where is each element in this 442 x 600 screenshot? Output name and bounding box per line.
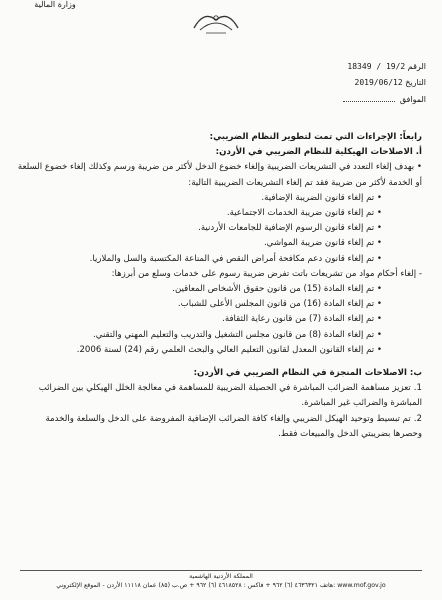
date-label: التاريخ (405, 78, 426, 87)
list-item-text: تم إلغاء المادة (15) من قانون حقوق الأشخاص المعاقين. (172, 284, 375, 295)
list-item-text: تم إلغاء قانون الرسوم الإضافية للجامعات الأردنية. (198, 223, 375, 234)
footer-divider (20, 570, 422, 571)
footer (12, 572, 430, 590)
footer-contact: هاتف ٤٦٣٦٣٢١ (٦) ٩٦٢ + فاكس : ٤٦١٨٥٢٨ (٦) ٩٦٢ + ص.ب (٨٥) عمان ١١١١٨ الأردن - الموقع الإلكتروني: www.mof.gov.jo (56, 582, 386, 589)
list-item-text: تم إلغاء المادة (8) من قانون مجلس التشغيل والتدريب والتعليم المهني والتقني. (93, 329, 375, 340)
corresponding-blank (343, 101, 395, 102)
subsection-b-heading: ب: الاصلاحات المنجزة في النظام الضريبي في الأردن: (193, 368, 422, 379)
reform-text: تم تبسيط وتوحيد الهيكل الضريبي وإلغاء كافة الضرائب الإضافية المفروضة على الدخل والسلعة والخدمة وحصرها بضريبتي الدخل والمبيعات فقط. (45, 413, 422, 439)
list-item-text: تم إلغاء المادة (16) من قانون المجلس الأعلى للشباب. (177, 299, 375, 310)
list-item: • تم إلغاء المادة (7) من قانون رعاية الثقافة. (222, 314, 382, 325)
list-item: • تم إلغاء القانون المعدل لقانون التعليم العالي والبحث العلمي رقم (24) لسنة 2006. (76, 344, 382, 355)
list-item: • تم إلغاء قانون الضريبة الإضافية. (261, 192, 382, 203)
reform-item (14, 412, 422, 442)
list-item-text: تم إلغاء قانون ضريبة المواشي. (263, 238, 375, 249)
list-item: • تم إلغاء قانون ضريبة الخدمات الاجتماعية. (226, 208, 382, 219)
list-item-text: تم إلغاء قانون دعم مكافحة أمراض النقص في المناعة المكتسبة والسل والملاريا. (89, 253, 375, 264)
ministry-logo (186, 6, 246, 36)
reform-item (14, 381, 422, 411)
list-item: • تم إلغاء المادة (15) من قانون حقوق الأشخاص المعاقين. (172, 284, 382, 295)
bullet-intro: • بهدف إلغاء التعدد في التشريعات الضريبية وإلغاء خضوع الدخل لأكثر من ضريبة ورسم وكذلك إلغاء خضوع السلعة أو الخدمة لأكثر من ضريبة فقد تم إلغاء التشريعات الضريبية التالية: (17, 162, 422, 188)
articles-intro-text: إلغاء أحكام مواد من تشريعات باتت تفرض ضريبة رسوم على خدمات وسلع من أبرزها: (111, 268, 417, 279)
list-item-text: تم إلغاء القانون المعدل لقانون التعليم العالي والبحث العلمي رقم (24) لسنة 2006. (76, 344, 375, 355)
subsection-a-heading: أ. الاصلاحات الهيكلية للنظام الضريبي في الأردن: (215, 147, 422, 158)
list-item: • تم إلغاء المادة (16) من قانون المجلس الأعلى للشباب. (177, 299, 382, 310)
bullet-intro-text: بهدف إلغاء التعدد في التشريعات الضريبية وإلغاء خضوع الدخل لأكثر من ضريبة ورسم وكذلك إلغاء خضوع السلعة أو الخدمة لأكثر من ضريبة فقد تم إلغاء التشريعات الضريبية التالية: (17, 162, 422, 188)
list-item-text: تم إلغاء قانون الضريبة الإضافية. (261, 192, 375, 203)
repealed-laws-list (14, 191, 382, 267)
repealed-articles-list (14, 282, 382, 358)
articles-intro: - إلغاء أحكام مواد من تشريعات باتت تفرض ضريبة رسوم على خدمات وسلع من أبرزها: (111, 268, 422, 279)
list-item: • تم إلغاء قانون ضريبة المواشي. (263, 238, 382, 249)
reference-value: 18349 / 19/2 (347, 62, 406, 71)
date-line (355, 78, 426, 87)
reform-text: تعزيز مساهمة الضرائب المباشرة في الحصيلة الضريبية للمساهمة في معالجة الخلل الهيكلي بين الضرائب المباشرة والضرائب غير المباشرة. (38, 383, 422, 409)
section-title: رابعاً: الإجراءات التي تمت لتطوير النظام الضريبي: (209, 132, 422, 142)
footer-country: المملكة الأردنية الهاشمية (189, 573, 253, 580)
ministry-name: وزارة المالية (34, 0, 76, 9)
document-body (14, 130, 422, 442)
list-item: • تم إلغاء قانون دعم مكافحة أمراض النقص في المناعة المكتسبة والسل والملاريا. (89, 253, 382, 264)
reform-number: 1. (413, 383, 422, 394)
corresponding-date-line (343, 95, 426, 104)
list-item-text: تم إلغاء المادة (7) من قانون رعاية الثقافة. (222, 314, 375, 325)
date-value: 2019/06/12 (354, 78, 403, 87)
list-item-text: تم إلغاء قانون ضريبة الخدمات الاجتماعية. (226, 208, 375, 219)
reform-number: 2. (413, 413, 422, 424)
corresponding-label: الموافق (399, 95, 426, 104)
reference-label: الرقم (407, 62, 426, 71)
reference-number (347, 62, 426, 71)
list-item: • تم إلغاء قانون الرسوم الإضافية للجامعات الأردنية. (198, 223, 382, 234)
list-item: • تم إلغاء المادة (8) من قانون مجلس التشغيل والتدريب والتعليم المهني والتقني. (93, 329, 382, 340)
